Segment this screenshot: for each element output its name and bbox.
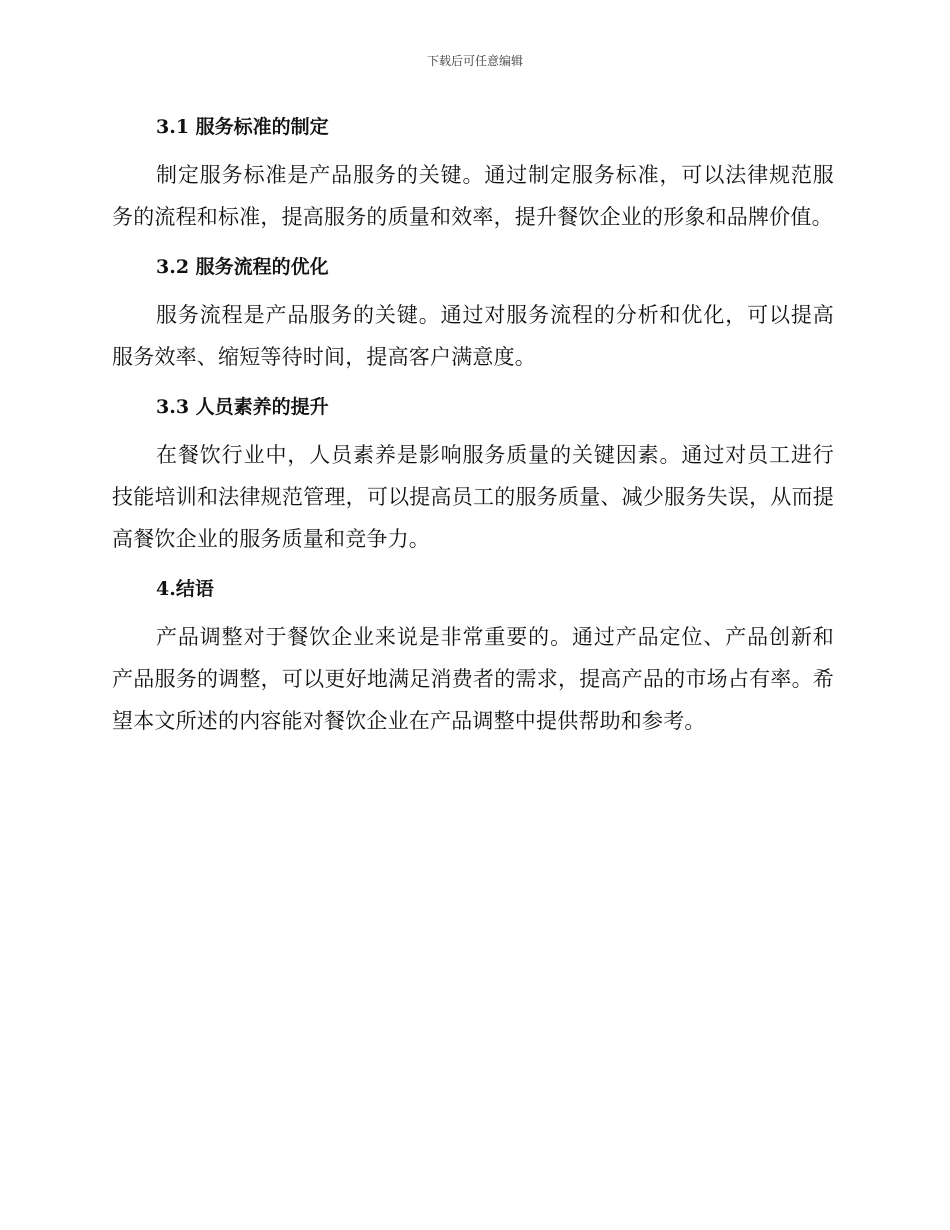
section-heading: 3.2 服务流程的优化 xyxy=(156,256,329,278)
section-heading: 3.3 人员素养的提升 xyxy=(156,396,329,418)
section-heading: 3.1 服务标准的制定 xyxy=(156,116,329,138)
section-heading: 4.结语 xyxy=(156,578,214,600)
document-body xyxy=(112,110,834,754)
section-paragraph: 服务流程是产品服务的关键。通过对服务流程的分析和优化，可以提高服务效率、缩短等待时间，提高客户满意度。 xyxy=(112,303,834,369)
section-3-3 xyxy=(112,390,834,560)
section-3-1 xyxy=(112,110,834,238)
section-3-2 xyxy=(112,250,834,378)
header-note: 下载后可任意编辑 xyxy=(426,54,523,68)
section-4-conclusion xyxy=(112,572,834,742)
section-paragraph: 在餐饮行业中，人员素养是影响服务质量的关键因素。通过对员工进行技能培训和法律规范管理，可以提高员工的服务质量、减少服务失误，从而提高餐饮企业的服务质量和竞争力。 xyxy=(112,443,834,551)
section-paragraph: 产品调整对于餐饮企业来说是非常重要的。通过产品定位、产品创新和产品服务的调整，可以更好地满足消费者的需求，提高产品的市场占有率。希望本文所述的内容能对餐饮企业在产品调整中提供帮助和参考。 xyxy=(112,625,834,733)
section-paragraph: 制定服务标准是产品服务的关键。通过制定服务标准，可以法律规范服务的流程和标准，提高服务的质量和效率，提升餐饮企业的形象和品牌价值。 xyxy=(112,163,834,229)
